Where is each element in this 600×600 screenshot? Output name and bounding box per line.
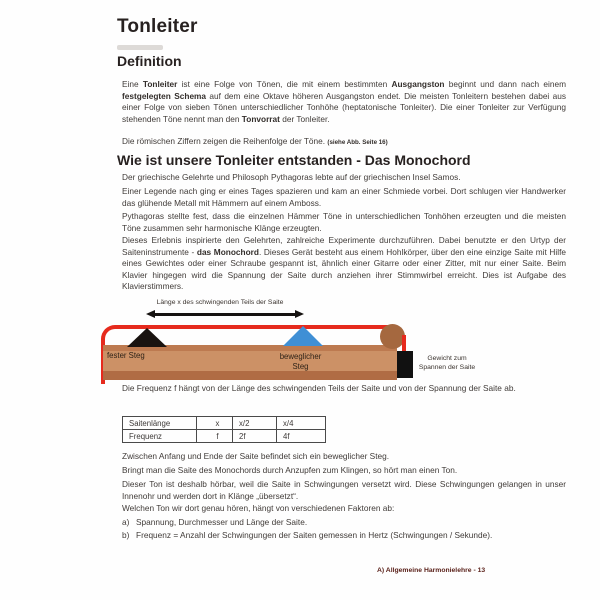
list-text: Frequenz = Anzahl der Schwingungen der Saiten gemessen in Hertz (Schwingungen / Sekunde). (136, 530, 493, 540)
cell-4f: 4f (277, 430, 326, 443)
fixed-bridge-label: fester Steg (107, 351, 145, 360)
monochord-body (103, 351, 397, 372)
paragraph-frequenz: Die Frequenz f hängt von der Länge des schwingenden Teils der Saite und von der Spannung der Saite ab. (122, 383, 516, 393)
cell-x: x (197, 417, 233, 430)
frequency-table (122, 416, 326, 443)
definition-paragraph: Eine Tonleiter ist eine Folge von Tönen, die mit einem bestimmten Ausgangston beginnt und dann nach einem festgelegten Schema auf dem eine Oktave höheren Ausgangston endet. Die meisten Tonleitern bestehen dabei aus einer Folge von sieben Tönen unterschiedlicher Tonhöhe (heptatonische Tonleiter). Die einer Tonleiter zur Verfügung stehenden Töne nennt man den Tonvorrat der Tonleiter. (122, 79, 567, 124)
paragraph-anzupfen: Bringt man die Saite des Monochords durch Anzupfen zum Klingen, so hört man einen Ton. (122, 465, 458, 475)
movable-bridge-triangle (283, 326, 323, 346)
page-title: Tonleiter (117, 16, 198, 37)
cell-2f: 2f (233, 430, 277, 443)
length-arrow (153, 313, 297, 316)
table-row (123, 430, 326, 443)
monochord-heading: Wie ist unsere Tonleiter entstanden - Das Monochord (117, 152, 471, 168)
table-row (123, 417, 326, 430)
arrow-right-icon (295, 310, 304, 318)
cell-saitenlaenge: Saitenlänge (123, 417, 197, 430)
weight-block (397, 351, 413, 378)
length-label: Länge x des schwingenden Teils der Saite (156, 299, 284, 306)
fixed-bridge-triangle (127, 328, 167, 347)
page-footer: A) Allgemeine Harmonielehre - 13 (377, 567, 486, 574)
cell-x4: x/4 (277, 417, 326, 430)
roman-numerals-note: Die römischen Ziffern zeigen die Reihenfolge der Töne. (siehe Abb. Seite 16) (122, 136, 388, 146)
scan-smudge (117, 45, 163, 50)
monochord-body-bottom (103, 371, 397, 380)
paragraph-faktoren: Welchen Ton wir dort genau hören, hängt von verschiedenen Faktoren ab: (122, 503, 395, 513)
paragraph-samos: Der griechische Gelehrte und Philosoph Pythagoras lebte auf der griechischen Insel Samos. (122, 172, 461, 182)
paragraph-pythagoras: Pythagoras stellte fest, dass die einzelnen Hämmer Töne in unterschiedlichen Tonhöhen erzeugten und die meisten Töne zusammen sehr harmonische Klänge erzeugten. (122, 211, 566, 233)
list-item-b (122, 530, 566, 542)
list-marker: b) (122, 530, 130, 540)
cell-frequenz: Frequenz (123, 430, 197, 443)
paragraph-steg: Zwischen Anfang und Ende der Saite befindet sich ein beweglicher Steg. (122, 451, 390, 461)
paragraph-legende: Einer Legende nach ging er eines Tages spazieren und kam an einer Schmiede vorbei. Dort schlugen vier Handwerker das glühende Metall mit Hämmern auf einem Amboss. (122, 186, 566, 208)
cell-f: f (197, 430, 233, 443)
list-marker: a) (122, 517, 130, 527)
paragraph-hoerbar: Dieser Ton ist deshalb hörbar, weil die Saite in Schwingungen versetzt wird. Diese Schwingungen gelangen in unser Innenohr und werden dort in Klänge „übersetzt“. (122, 479, 566, 501)
paragraph-erlebnis: Dieses Erlebnis inspirierte den Gelehrten, zahlreiche Experimente durchzuführen. Dabei benutzte er den Urtyp der Saiteninstrumente - das Monochord. Dieses Gerät besteht aus einem Hohlkörper, über den eine einzige Saite mit Hilfe eines Gewichtes oder einer Schraube gespannt ist, ähnlich einer Gitarre oder einer Zitter, mit nur einer Saite. Beim Klavier hingegen wird die Spannung der Saite durch anziehen ihrer Stimmwirbel erreicht. Dies ist Aufgabe des Klavierstimmers. (122, 235, 567, 291)
movable-bridge-label: beweglicher Steg (279, 352, 322, 371)
cell-x2: x/2 (233, 417, 277, 430)
weight-label: Gewicht zum Spannen der Saite (418, 355, 476, 371)
list-item-a (122, 517, 566, 529)
list-text: Spannung, Durchmesser und Länge der Saite. (136, 517, 308, 527)
definition-heading: Definition (117, 53, 182, 69)
